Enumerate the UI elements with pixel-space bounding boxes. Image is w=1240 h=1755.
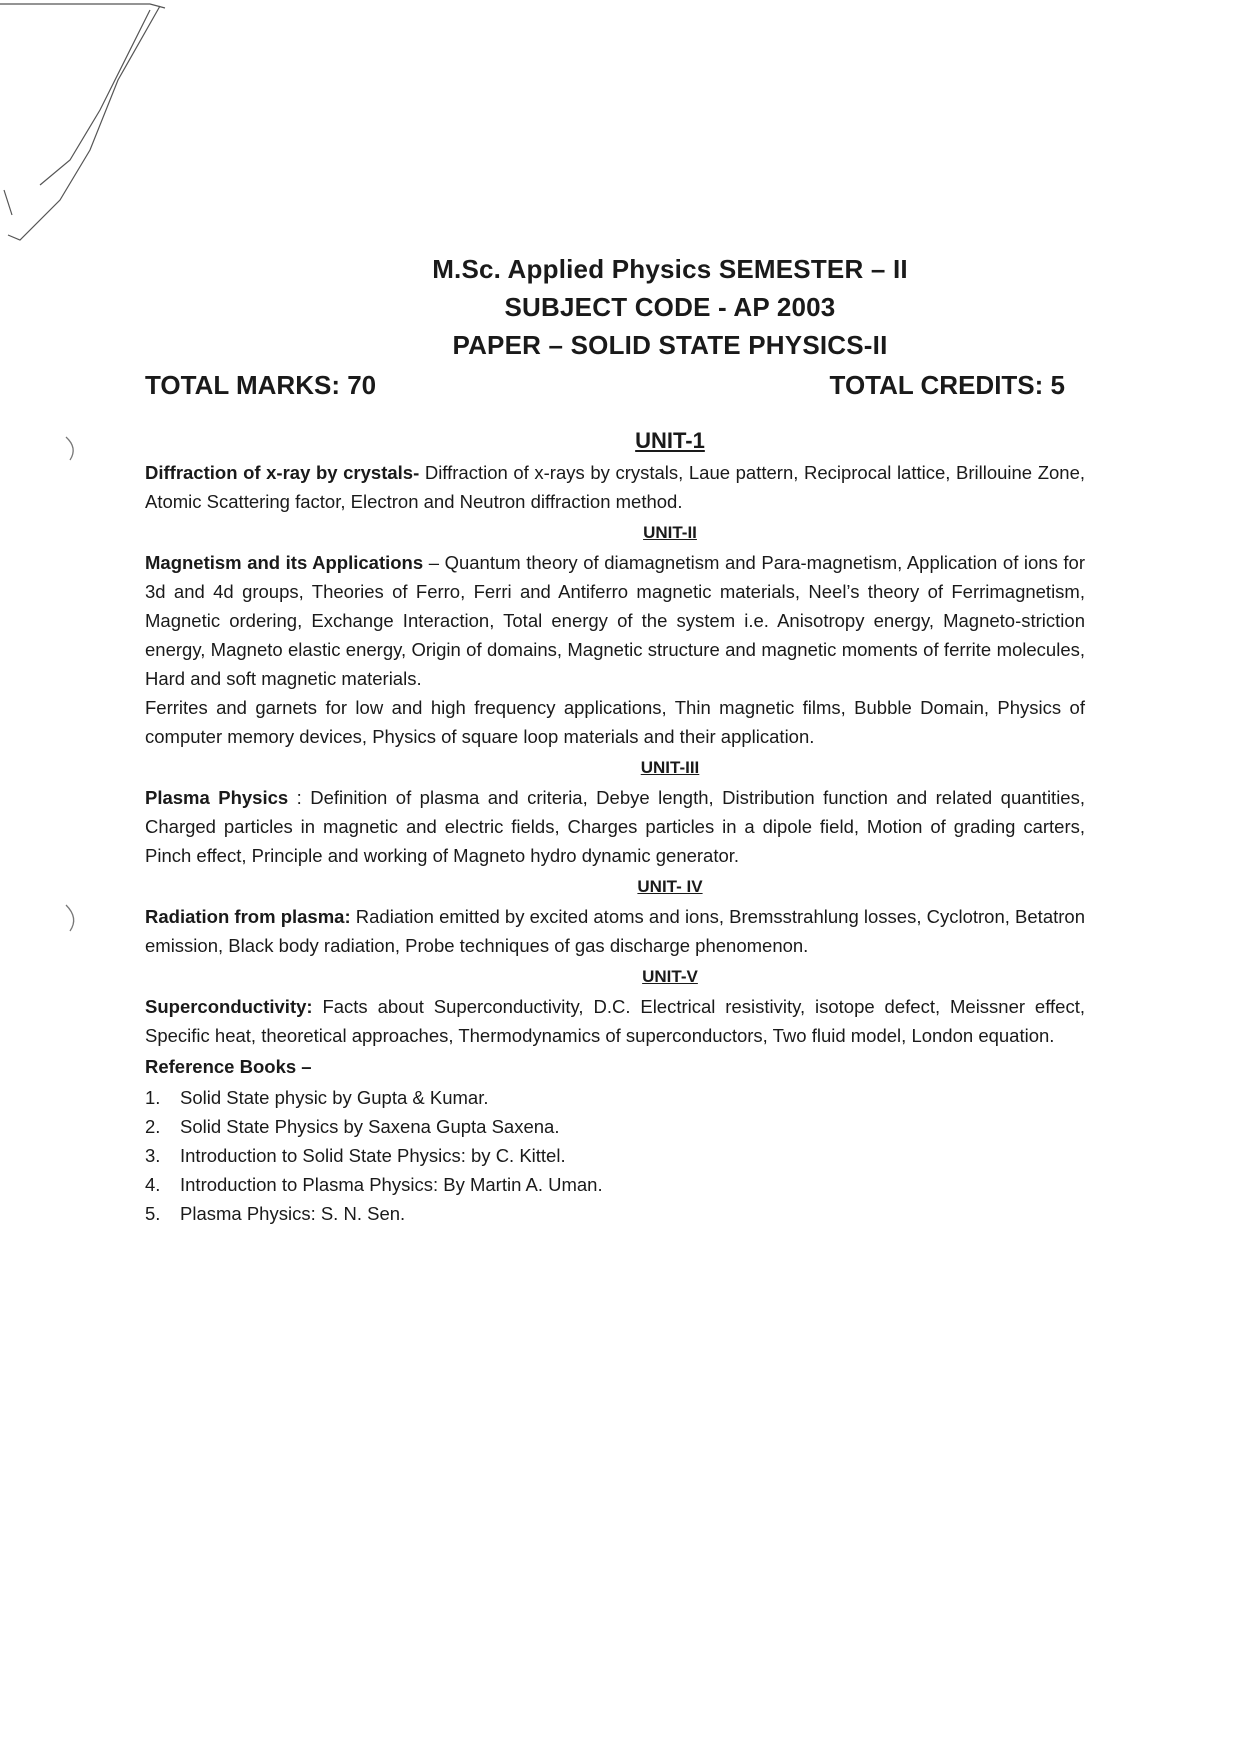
reference-text: Solid State Physics by Saxena Gupta Saxena. bbox=[180, 1116, 560, 1137]
reference-list bbox=[145, 1083, 1085, 1228]
unit-2-topic: Magnetism and its Applications bbox=[145, 552, 424, 573]
list-item bbox=[145, 1112, 1085, 1141]
totals-row bbox=[145, 366, 1085, 404]
unit-2-content bbox=[145, 548, 1085, 693]
syllabus-page bbox=[145, 250, 1085, 1228]
total-credits: TOTAL CREDITS: 5 bbox=[829, 370, 1065, 400]
unit-5-text: Facts about Superconductivity, D.C. Electrical resistivity, isotope defect, Meissner effect, Specific heat, theoretical approaches, Thermodynamics of superconductors, Two fluid model, London equation. bbox=[145, 996, 1085, 1046]
program-title: M.Sc. Applied Physics SEMESTER – II bbox=[432, 254, 908, 284]
list-number: 5. bbox=[145, 1203, 161, 1224]
unit-5-topic: Superconductivity: bbox=[145, 996, 313, 1017]
list-number: 1. bbox=[145, 1087, 161, 1108]
unit-1-heading: UNIT-1 bbox=[635, 428, 705, 453]
list-number: 4. bbox=[145, 1174, 161, 1195]
unit-2-text: – Quantum theory of diamagnetism and Para-magnetism, Application of ions for 3d and 4d groups, Theories of Ferro, Ferri and Antiferro magnetic materials, Neel’s theory of Ferrimagnetism, Magnetic ordering, Exchange Interaction, Total energy of the system i.e. Anisotropy energy, Magneto-striction energy, Magneto elastic energy, Origin of domains, Magnetic structure and magnetic moments of ferrite molecules, Hard and soft magnetic materials. bbox=[145, 552, 1086, 689]
unit-1-topic: Diffraction of x-ray by crystals- bbox=[145, 462, 420, 483]
list-item bbox=[145, 1199, 1085, 1228]
unit-1-content bbox=[145, 458, 1085, 516]
reference-text: Plasma Physics: S. N. Sen. bbox=[180, 1203, 406, 1224]
unit-5-content bbox=[145, 992, 1085, 1050]
list-number: 2. bbox=[145, 1116, 161, 1137]
unit-4-content bbox=[145, 902, 1085, 960]
unit-2-heading: UNIT-II bbox=[643, 523, 697, 542]
paper-title: PAPER – SOLID STATE PHYSICS-II bbox=[452, 330, 888, 360]
unit-4-heading: UNIT- IV bbox=[637, 877, 703, 896]
list-item bbox=[145, 1141, 1085, 1170]
unit-2-content-2: Ferrites and garnets for low and high frequency applications, Thin magnetic films, Bubble Domain, Physics of computer memory devices, Physics of square loop materials and their application. bbox=[145, 697, 1085, 747]
unit-3-heading: UNIT-III bbox=[640, 758, 700, 777]
total-marks: TOTAL MARKS: 70 bbox=[145, 370, 377, 400]
subject-code: SUBJECT CODE - AP 2003 bbox=[504, 292, 836, 322]
reference-text: Solid State physic by Gupta & Kumar. bbox=[180, 1087, 489, 1108]
unit-1-text: Diffraction of x-rays by crystals, Laue pattern, Reciprocal lattice, Brillouine Zone, Atomic Scattering factor, Electron and Neutron diffraction method. bbox=[145, 462, 1085, 512]
unit-3-content bbox=[145, 783, 1085, 870]
reference-text: Introduction to Solid State Physics: by C. Kittel. bbox=[180, 1145, 566, 1166]
unit-3-topic: Plasma Physics bbox=[145, 787, 289, 808]
list-number: 3. bbox=[145, 1145, 161, 1166]
unit-5-heading: UNIT-V bbox=[642, 967, 698, 986]
unit-3-text: : Definition of plasma and criteria, Debye length, Distribution function and related quantities, Charged particles in magnetic and electric fields, Charges particles in a dipole field, Motion of grading carters, Pinch effect, Principle and working of Magneto hydro dynamic generator. bbox=[145, 787, 1085, 866]
corner-fold-lines bbox=[0, 4, 165, 240]
list-item bbox=[145, 1083, 1085, 1112]
unit-4-topic: Radiation from plasma: bbox=[145, 906, 351, 927]
punch-hole-marks bbox=[66, 437, 74, 931]
reference-books-heading: Reference Books – bbox=[145, 1056, 312, 1077]
list-item bbox=[145, 1170, 1085, 1199]
unit-4-text: Radiation emitted by excited atoms and ions, Bremsstrahlung losses, Cyclotron, Betatron emission, Black body radiation, Probe techniques of gas discharge phenomenon. bbox=[145, 906, 1085, 956]
reference-text: Introduction to Plasma Physics: By Martin A. Uman. bbox=[180, 1174, 603, 1195]
